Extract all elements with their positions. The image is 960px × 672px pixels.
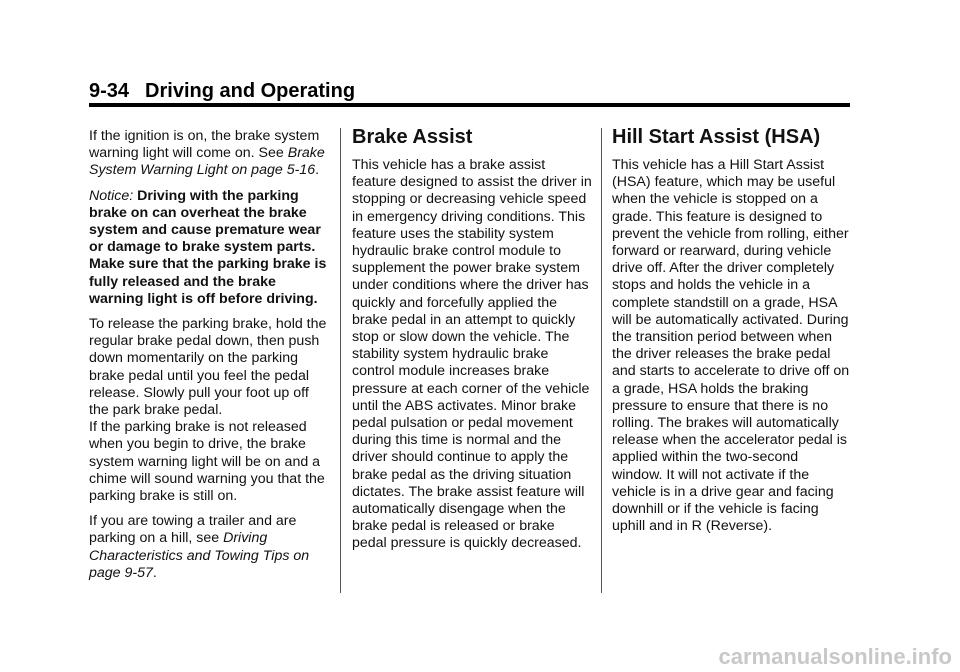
paragraph-hill-start-assist: This vehicle has a Hill Start Assist (HSA) feature, which may be useful when the vehicle is stopped on a grade. This feature is designed to prevent the vehicle from rolling, either forward or rearward, during vehicle drive off. After the driver completely stops and holds the vehicle in a complete standstill on a grade, HSA will be automatically activated. During the transition period between when the driver releases the brake pedal and starts to accelerate to drive off on a grade, HSA holds the braking pressure to ensure that there is no rolling. The brakes will automatically release when the accelerator pedal is applied within the two-second window. It will not activate if the vehicle is in a drive gear and facing downhill or if the vehicle is facing uphill and in R (Reverse). [612, 157, 850, 535]
notice-block [89, 188, 329, 308]
cross-reference-towing-tips[interactable]: Driving Characteristics and Towing Tips on page 9-57 [89, 530, 310, 581]
header-rule [89, 103, 850, 107]
watermark: carmanualsonline.info [718, 644, 952, 669]
page-header [89, 80, 355, 103]
paragraph-warning-light: If the ignition is on, the brake system warning light will come on. See Brake System Warning Light on page 5-16. [89, 128, 325, 179]
column-divider-2 [601, 128, 602, 593]
paragraph-release-brake: To release the parking brake, hold the regular brake pedal down, then push down momentarily on the parking brake pedal until you feel the pedal release. Slowly pull your foot up off the park brake pedal. [89, 316, 327, 419]
paragraph-brake-assist: This vehicle has a brake assist feature designed to assist the driver in stopping or decreasing vehicle speed in emergency driving conditions. This feature uses the stability system hydraulic brake control module to supplement the power brake system under conditions where the driver has quickly and forcefully applied the brake pedal in an attempt to quickly stop or slow down the vehicle. The stability system hydraulic brake control module increases brake pressure at each corner of the vehicle until the ABS activates. Minor brake pedal pulsation or pedal movement during this time is normal and the driver should continue to apply the brake pedal as the driving situation dictates. The brake assist feature will automatically disengage when the brake pedal is released or brake pedal pressure is quickly decreased. [352, 157, 592, 552]
cross-reference-brake-warning-light[interactable]: Brake System Warning Light on page 5-16 [89, 145, 325, 179]
notice-label: Notice: [89, 187, 134, 204]
heading-brake-assist: Brake Assist [352, 126, 473, 148]
column-left [89, 128, 329, 590]
page-number: 9-34 [89, 80, 130, 102]
notice-text: Driving with the parking brake on can overheat the brake system and cause premature wear or damage to brake system parts. Make sure that the parking brake is fully released and the brake warning light is off before driving. [89, 187, 327, 307]
column-right [612, 125, 852, 543]
heading-hill-start-assist: Hill Start Assist (HSA) [612, 126, 821, 148]
column-divider-1 [340, 128, 341, 593]
column-middle [352, 125, 592, 561]
paragraph-not-released: If the parking brake is not released when you begin to drive, the brake system warning light will be on and a chime will sound warning you that the parking brake is still on. [89, 419, 325, 505]
section-title: Driving and Operating [145, 80, 356, 102]
paragraph-towing: If you are towing a trailer and are parking on a hill, see Driving Characteristics and Towing Tips on page 9-57. [89, 513, 310, 581]
